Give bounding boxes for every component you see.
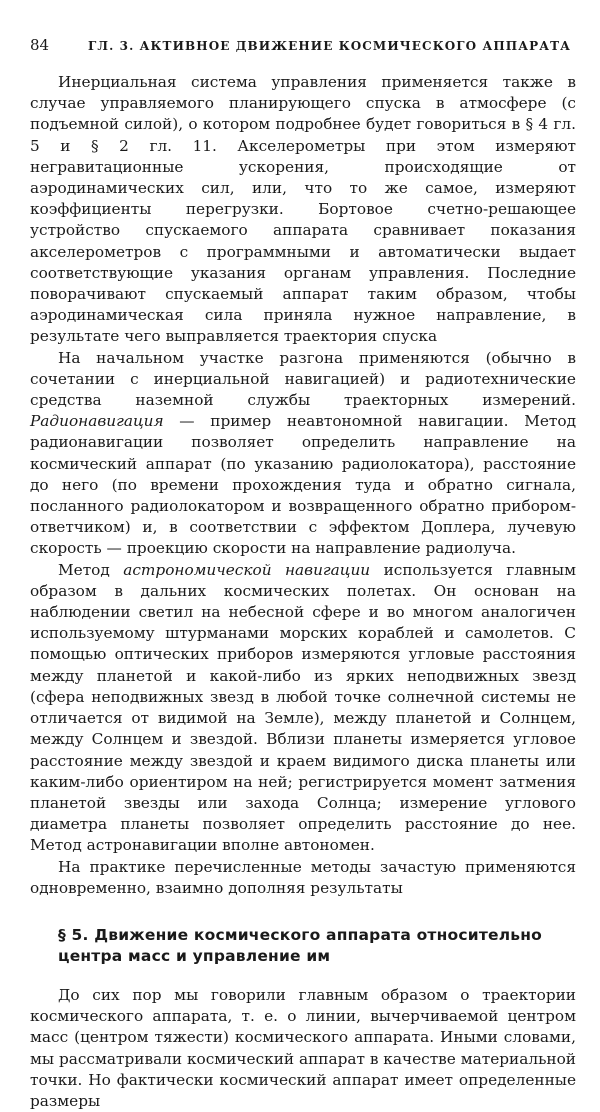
page-header — [30, 36, 576, 58]
body-text — [30, 72, 576, 1112]
section-heading: § 5. Движение космического аппарата относительно центра масс и управление им — [58, 925, 543, 965]
paragraph-astronavigation-start: Метод — [58, 560, 124, 579]
term-radionavigation: Радионавигация — [30, 412, 164, 431]
running-head: ГЛ. 3. АКТИВНОЕ ДВИЖЕНИЕ КОСМИЧЕСКОГО АППАРАТА — [88, 39, 572, 53]
paragraph-radionavigation-end: — пример неавтономной навигации. Метод радионавигации позволяет определить направление на космический аппарат (по указанию радиолокатора), расстояние до него (по времени прохождения туда и обратно сигнала, посланного радиолокатором и возвращенного обратно прибором-ответчиком) и, в соответствии с эффектом Доплера, лучевую скорость — проекцию скорости на направление радиолуча. — [30, 412, 576, 558]
paragraph-center-of-mass: До сих пор мы говорили главным образом о траектории космического аппарата, т. е. о линии, вычерчиваемой центром масс (центром тяжести) космического аппарата. Иными словами, мы рассматривали космический аппарат в качестве материальной точки. Но фактически космический аппарат имеет определенные размеры — [30, 985, 576, 1110]
page-number: 84 — [30, 36, 50, 54]
paragraph-radionavigation-start: На начальном участке разгона применяются (обычно в сочетании с инерциальной навигацией) и радиотехнические средства наземной службы траекторных измерений. — [30, 348, 576, 410]
paragraph-astronavigation-end: используется главным образом в дальних космических полетах. Он основан на наблюдении светил на небесной сфере и во многом аналогичен используемому штурманами морских кораблей и самолетов. С помощью оптических приборов измеряются угловые расстояния между планетой и какой-либо из ярких неподвижных звезд (сфера неподвижных звезд в любой точке солнечной системы не отличается от видимой на Земле), между планетой и Солнцем, между Солнцем и звездой. Вблизи планеты измеряется угловое расстояние между звездой и краем видимого диска планеты или каким-либо ориентиром на ней; регистрируется момент затмения планетой звезды или захода Солнца; измерение углового диаметра планеты позволяет определить расстояние до нее. Метод астронавигации вполне автономен. — [30, 560, 576, 855]
paragraph-radionavigation — [30, 348, 576, 560]
paragraph-inertial-descent: Инерциальная система управления применяется также в случае управляемого планирующего спуска в атмосфере (с подъемной силой), о котором подробнее будет говориться в § 4 гл. 5 и § 2 гл. 11. Акселерометры при этом измеряют негравитационные ускорения, происходящие от аэродинамических сил, или, что то же самое, измеряют коэффициенты перегрузки. Бортовое счетно-решающее устройство спускаемого аппарата сравнивает показания акселерометров с программными и автоматически выдает соответствующие указания органам управления. Последние поворачивают спускаемый аппарат таким образом, чтобы аэродинамическая сила приняла нужное направление, в результате чего выправляется траектория спуска — [30, 73, 576, 346]
book-page — [30, 36, 576, 1112]
term-astronavigation: астрономической навигации — [123, 560, 371, 579]
paragraph-combined-methods: На практике перечисленные методы зачастую применяются одновременно, взаимно дополняя результаты — [30, 857, 576, 897]
paragraph-astronavigation — [30, 560, 576, 857]
